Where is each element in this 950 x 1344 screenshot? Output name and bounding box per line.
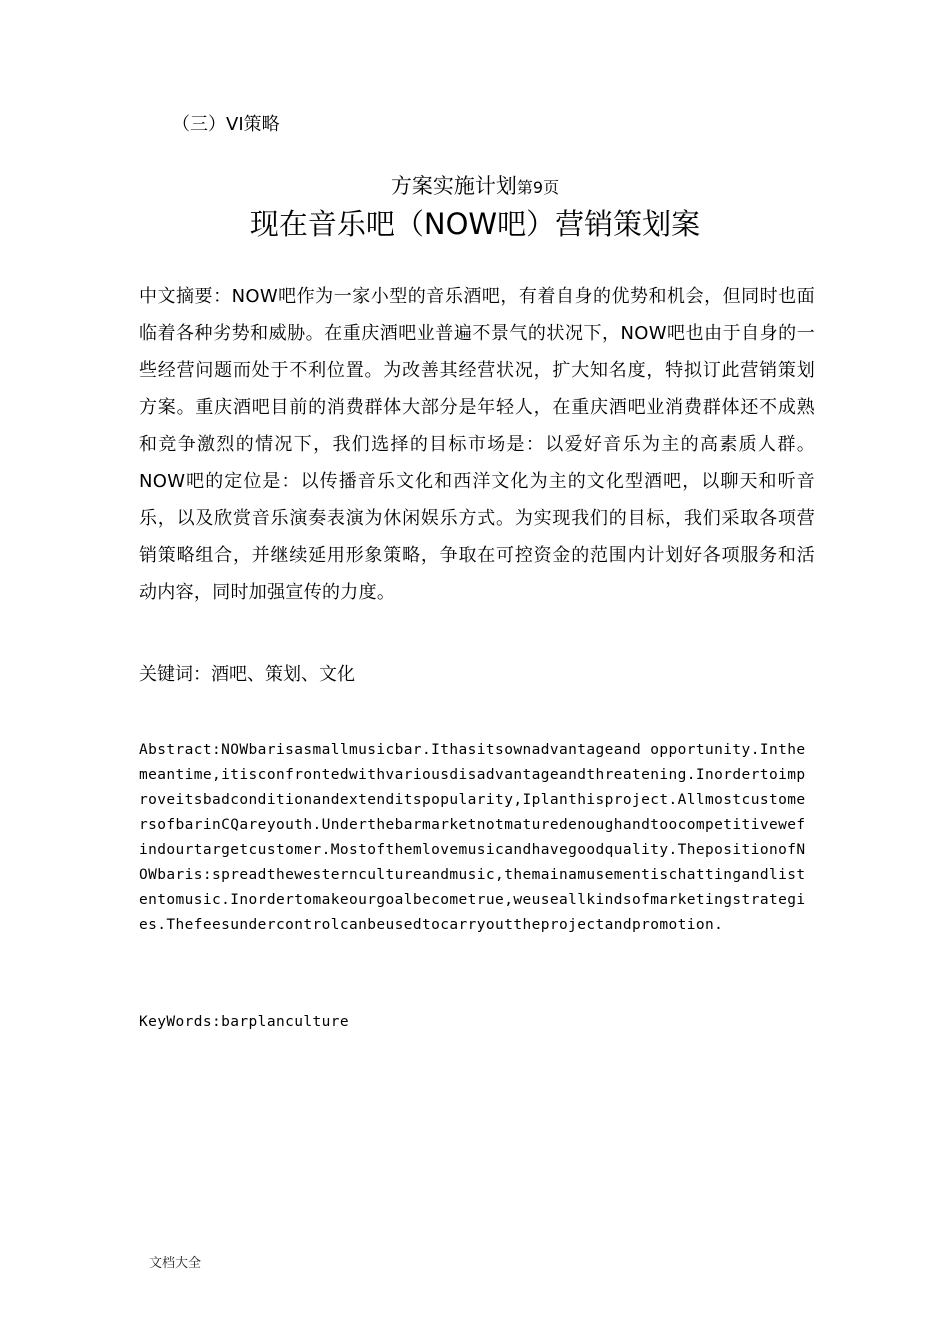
document-title: 现在音乐吧（NOW吧）营销策划案 xyxy=(249,207,701,241)
chinese-keywords: 关键词：酒吧、策划、文化 xyxy=(139,664,355,685)
chinese-abstract: 中文摘要：NOW吧作为一家小型的音乐酒吧，有着自身的优势和机会，但同时也面临着各种劣势和威胁。在重庆酒吧业普遍不景气的状况下，NOW吧也由于自身的一些经营问题而处于不利位置。为改善其经营状况，扩大知名度，特拟订此营销策划方案。重庆酒吧目前的消费群体大部分是年轻人，在重庆酒吧业消费群体还不成熟和竞争激烈的情况下，我们选择的目标市场是：以爱好音乐为主的高素质人群。NOW吧的定位是：以传播音乐文化和西洋文化为主的文化型酒吧，以聊天和听音乐，以及欣赏音乐演奏表演为休闲娱乐方式。为实现我们的目标，我们采取各项营销策略组合，并继续延用形象策略，争取在可控资金的范围内计划好各项服务和活动内容，同时加强宣传的力度。 xyxy=(139,286,815,603)
running-header-plan-text: 方案实施计划 xyxy=(390,174,517,198)
section-heading: （三）VI策略 xyxy=(172,114,280,135)
english-abstract: Abstract:NOWbarisasmallmusicbar.Ithasitsownadvantageand opportunity.Inthemeantime,itisconfrontedwithvariousdisadvantageandthreatening.Inordertoimproveitsbadconditionandextenditspopularity,Iplanthisproject.AllmostcustomersofbarinCQareyouth.Underthebarmarketnotmaturedenoughandtoocompetitivewefindourtargetcustomer.Mostofthemlovemusicandhavegoodquality.ThepositionofNOWbaris:spreadthewesterncultureandmusic,themainamusementischattingandlistentomusic.Inordertomakeourgoalbecometrue,weuseallkindsofmarketingstrategies.Thefeesundercontrolcanbeusedtocarryouttheprojectandpromotion. xyxy=(139,742,806,933)
page-number-label: 第9页 xyxy=(516,178,560,197)
running-header xyxy=(0,170,950,204)
footer-mark: 文档大全 xyxy=(149,1256,202,1271)
english-keywords: KeyWords:barplanculture xyxy=(139,1014,349,1030)
